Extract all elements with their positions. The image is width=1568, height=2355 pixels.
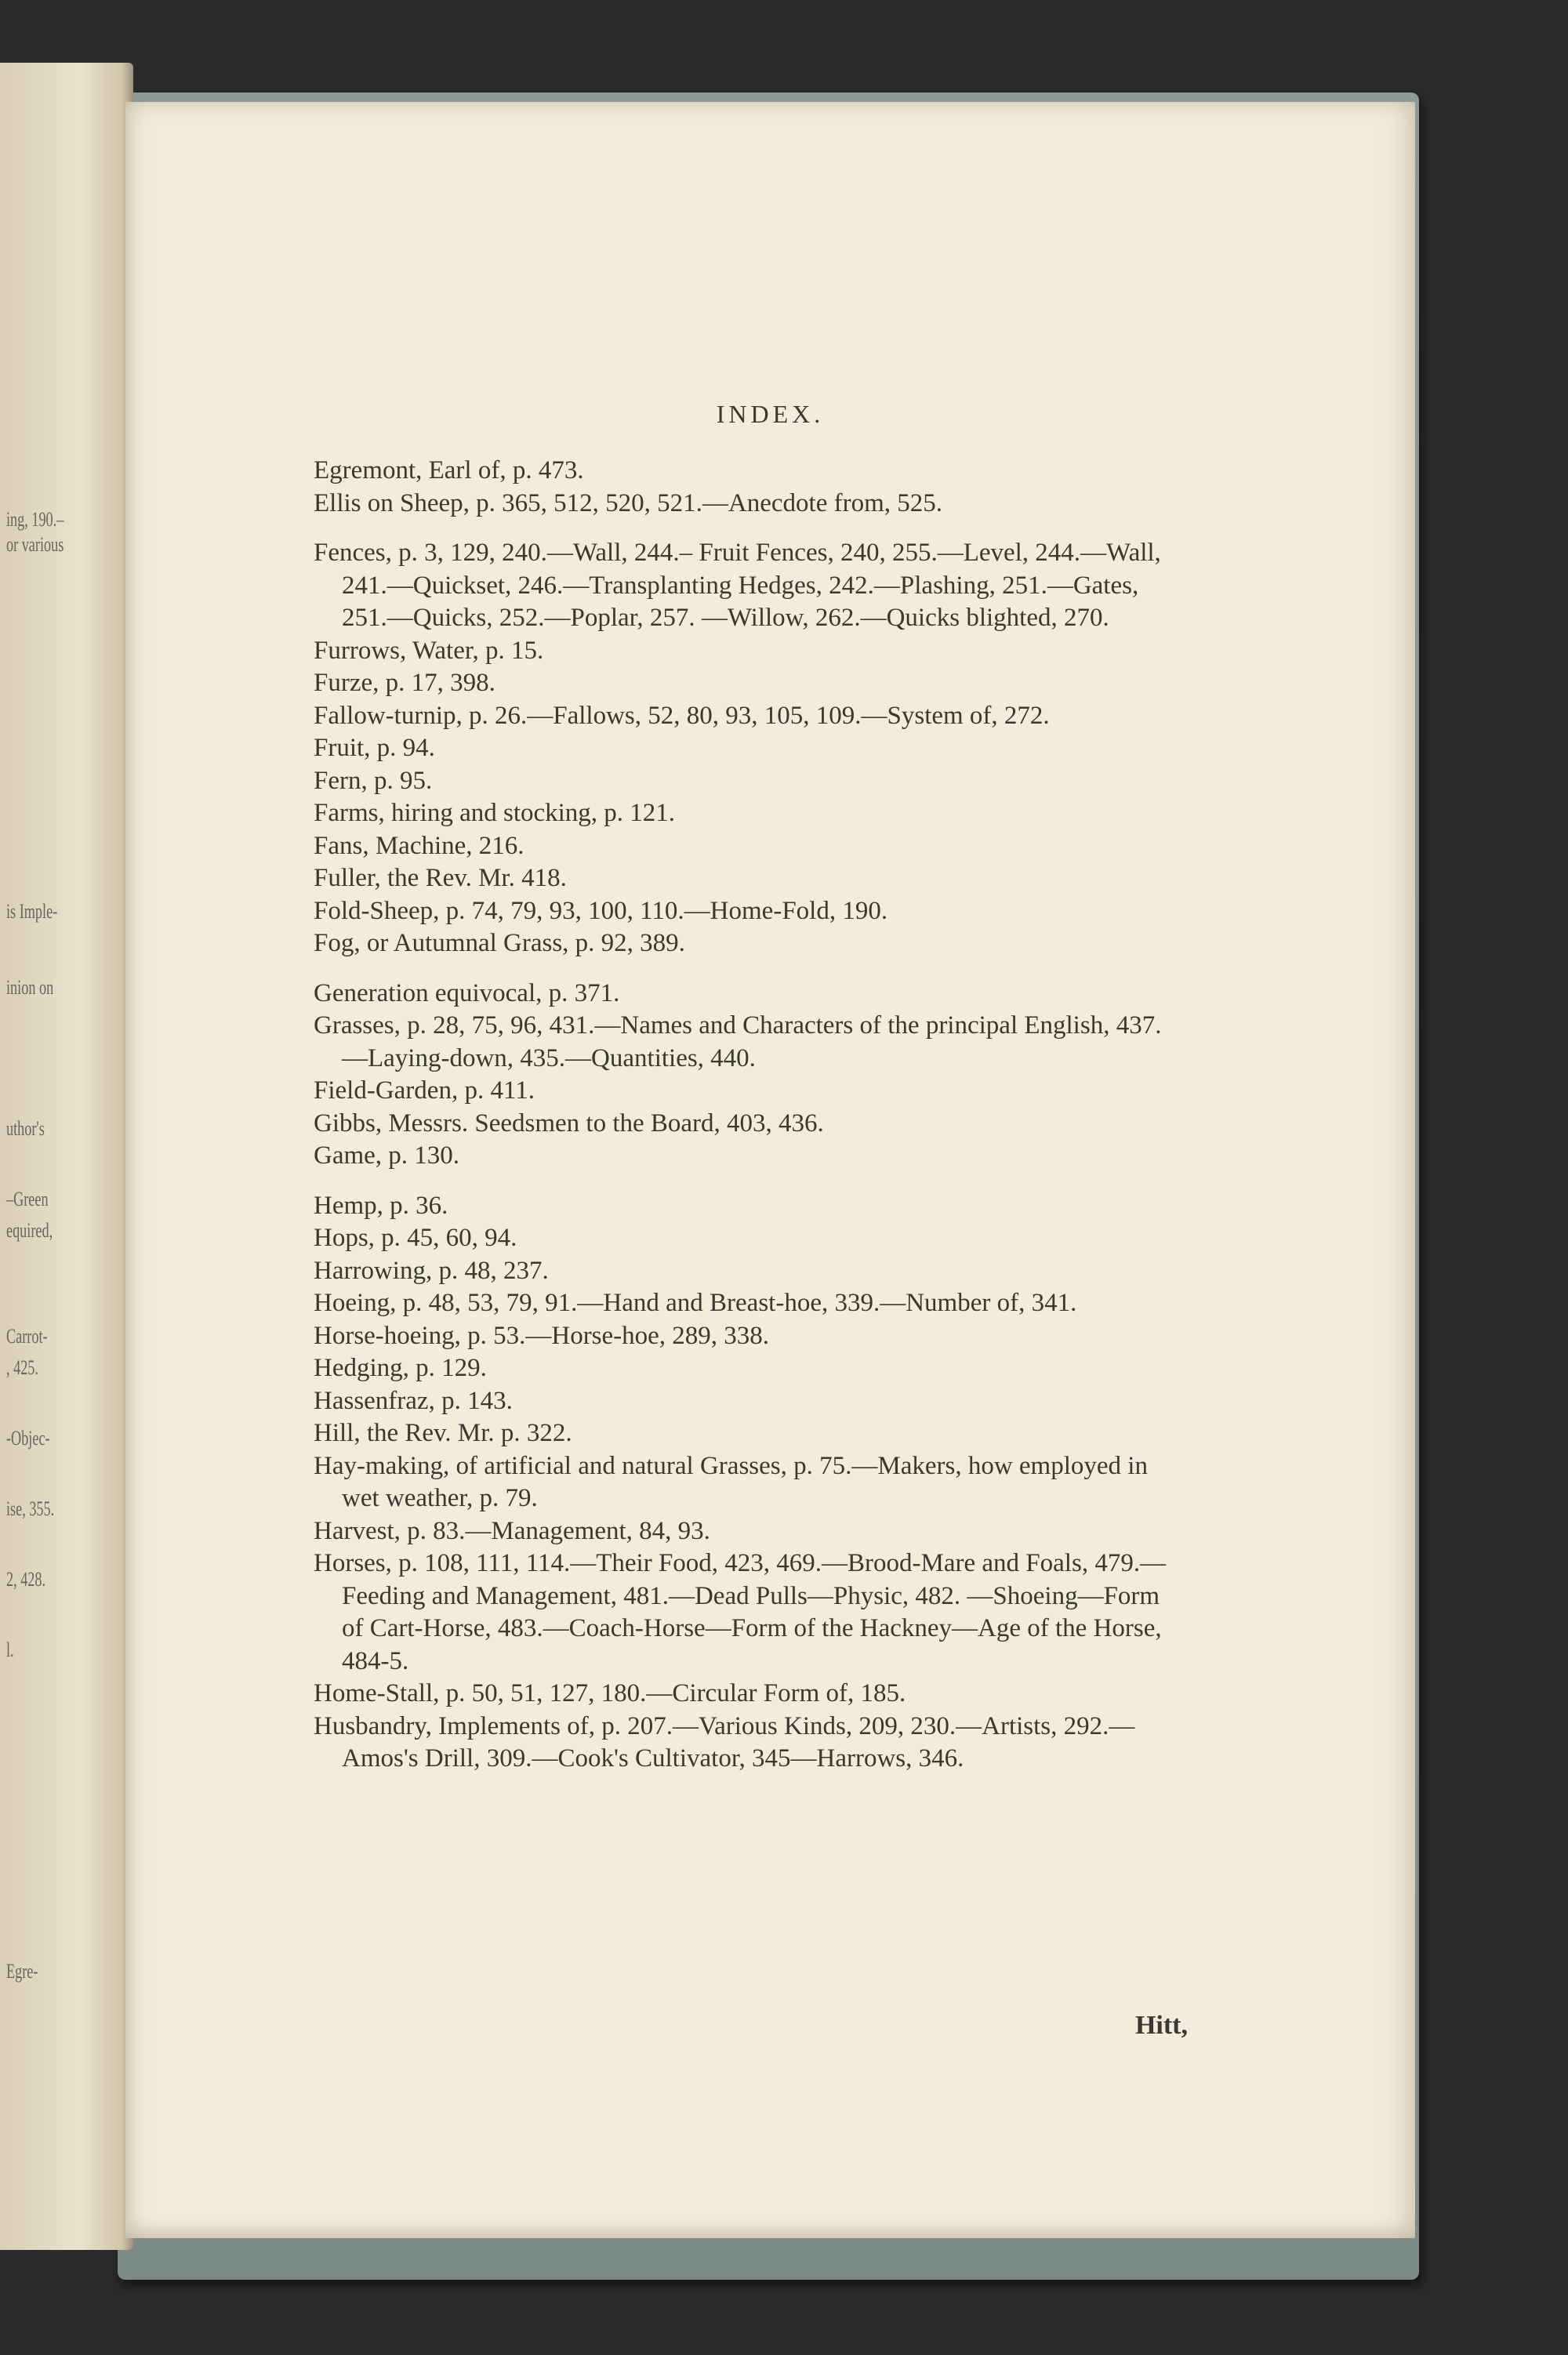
index-entry: Hedging, p. 129. bbox=[314, 1354, 487, 1382]
left-fragment: -Objec- bbox=[6, 1427, 50, 1450]
page-header: INDEX. bbox=[716, 400, 825, 428]
left-fragment: is Imple- bbox=[6, 900, 58, 923]
index-entry: Furze, p. 17, 398. bbox=[314, 669, 495, 697]
index-entries bbox=[314, 455, 1180, 1776]
index-entry: Hemp, p. 36. bbox=[314, 1191, 448, 1220]
index-entry: Hops, p. 45, 60, 94. bbox=[314, 1224, 517, 1252]
left-fragment: ing, 190.– bbox=[6, 508, 64, 531]
index-entry: Gibbs, Messrs. Seedsmen to the Board, 403, 436. bbox=[314, 1109, 824, 1138]
index-entry: Harrowing, p. 48, 237. bbox=[314, 1256, 549, 1285]
index-entry: Hay-making, of artificial and natural Grasses, p. 75.—Makers, how employed in wet weather, p. 79. bbox=[314, 1451, 1148, 1512]
left-fragment: –Green bbox=[6, 1188, 49, 1210]
index-entry: Fences, p. 3, 129, 240.—Wall, 244.– Fruit Fences, 240, 255.—Level, 244.—Wall, 241.—Quickset, 246.—Transplanting Hedges, 242.—Plashing, 251.—Gates, 251.—Quicks, 252.—Poplar, 257. —Willow, 262.—Quicks blighted, 270. bbox=[314, 539, 1161, 632]
index-entry: Fern, p. 95. bbox=[314, 766, 433, 795]
index-entry: Game, p. 130. bbox=[314, 1141, 460, 1170]
index-entry: Hassenfraz, p. 143. bbox=[314, 1386, 513, 1415]
index-entry: Horse-hoeing, p. 53.—Horse-hoe, 289, 338. bbox=[314, 1321, 770, 1350]
index-entry: Fold-Sheep, p. 74, 79, 93, 100, 110.—Home-Fold, 190. bbox=[314, 896, 888, 925]
index-entry: Fans, Machine, 216. bbox=[314, 831, 524, 860]
left-fragment: Carrot- bbox=[6, 1325, 48, 1348]
index-entry: Field-Garden, p. 411. bbox=[314, 1076, 535, 1105]
left-fragment: uthor's bbox=[6, 1117, 45, 1140]
index-entry: Home-Stall, p. 50, 51, 127, 180.—Circular Form of, 185. bbox=[314, 1679, 906, 1707]
index-entry: Husbandry, Implements of, p. 207.—Various Kinds, 209, 230.—Artists, 292.—Amos's Drill, 309.—Cook's Cultivator, 345—Harrows, 346. bbox=[314, 1711, 1135, 1773]
index-entry: Farms, hiring and stocking, p. 121. bbox=[314, 799, 676, 827]
index-entry: Fog, or Autumnal Grass, p. 92, 389. bbox=[314, 929, 685, 957]
index-entry: Grasses, p. 28, 75, 96, 431.—Names and Characters of the principal English, 437.—Laying-down, 435.—Quantities, 440. bbox=[314, 1011, 1162, 1072]
index-entry: Hoeing, p. 48, 53, 79, 91.—Hand and Breast-hoe, 339.—Number of, 341. bbox=[314, 1289, 1077, 1317]
left-fragment: or various bbox=[6, 533, 64, 556]
index-entry: Egremont, Earl of, p. 473. bbox=[314, 456, 584, 484]
index-entry: Fuller, the Rev. Mr. 418. bbox=[314, 864, 567, 892]
index-entry: Harvest, p. 83.—Management, 84, 93. bbox=[314, 1516, 710, 1545]
left-fragment: inion on bbox=[6, 976, 54, 999]
index-entry: Generation equivocal, p. 371. bbox=[314, 978, 620, 1007]
index-entry: Horses, p. 108, 111, 114.—Their Food, 423, 469.—Brood-Mare and Foals, 479.—Feeding and Management, 481.—Dead Pulls—Physic, 482. —Shoeing—Form of Cart-Horse, 483.—Coach-Horse—Form of the Hackney—Age of the Horse, 484-5. bbox=[314, 1549, 1167, 1675]
index-page bbox=[125, 102, 1415, 2238]
left-fragment: equired, bbox=[6, 1219, 53, 1242]
catchword: Hitt, bbox=[1134, 2011, 1188, 2040]
left-fragment: Egre- bbox=[6, 1960, 38, 1983]
left-fragment: l. bbox=[6, 1638, 14, 1661]
index-entry: Fallow-turnip, p. 26.—Fallows, 52, 80, 93, 105, 109.—System of, 272. bbox=[314, 701, 1050, 730]
index-entry: Hill, the Rev. Mr. p. 322. bbox=[314, 1419, 572, 1447]
left-fragment: , 425. bbox=[6, 1356, 38, 1379]
left-page-edge bbox=[0, 63, 133, 2250]
left-fragment: 2, 428. bbox=[6, 1568, 46, 1591]
left-fragment: ise, 355. bbox=[6, 1497, 55, 1520]
index-entry: Ellis on Sheep, p. 365, 512, 520, 521.—Anecdote from, 525. bbox=[314, 488, 942, 517]
index-entry: Fruit, p. 94. bbox=[314, 734, 435, 762]
index-entry: Furrows, Water, p. 15. bbox=[314, 636, 544, 665]
